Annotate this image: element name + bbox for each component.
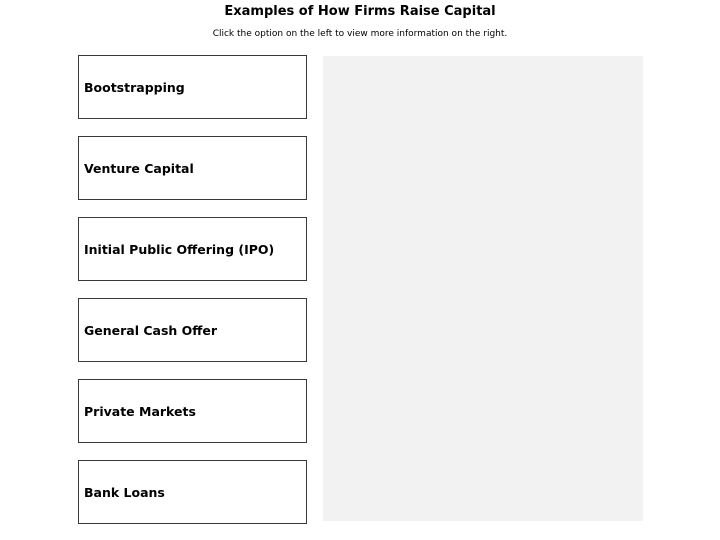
option-label: General Cash Offer (84, 322, 218, 338)
option-label: Venture Capital (84, 160, 194, 176)
options-list (78, 55, 307, 524)
option-private-markets[interactable] (78, 379, 307, 443)
option-general-cash-offer[interactable] (78, 298, 307, 362)
option-venture-capital[interactable] (78, 136, 307, 200)
option-label: Initial Public Offering (IPO) (84, 241, 275, 257)
page-title: Examples of How Firms Raise Capital (224, 4, 496, 19)
option-label: Bank Loans (84, 484, 165, 500)
option-initial-public-offering[interactable] (78, 217, 307, 281)
option-bank-loans[interactable] (78, 460, 307, 524)
page-subtitle: Click the option on the left to view more information on the right. (212, 29, 508, 39)
option-bootstrapping[interactable] (78, 55, 307, 119)
option-label: Private Markets (84, 403, 196, 419)
option-label: Bootstrapping (84, 79, 185, 95)
info-panel (323, 56, 643, 521)
